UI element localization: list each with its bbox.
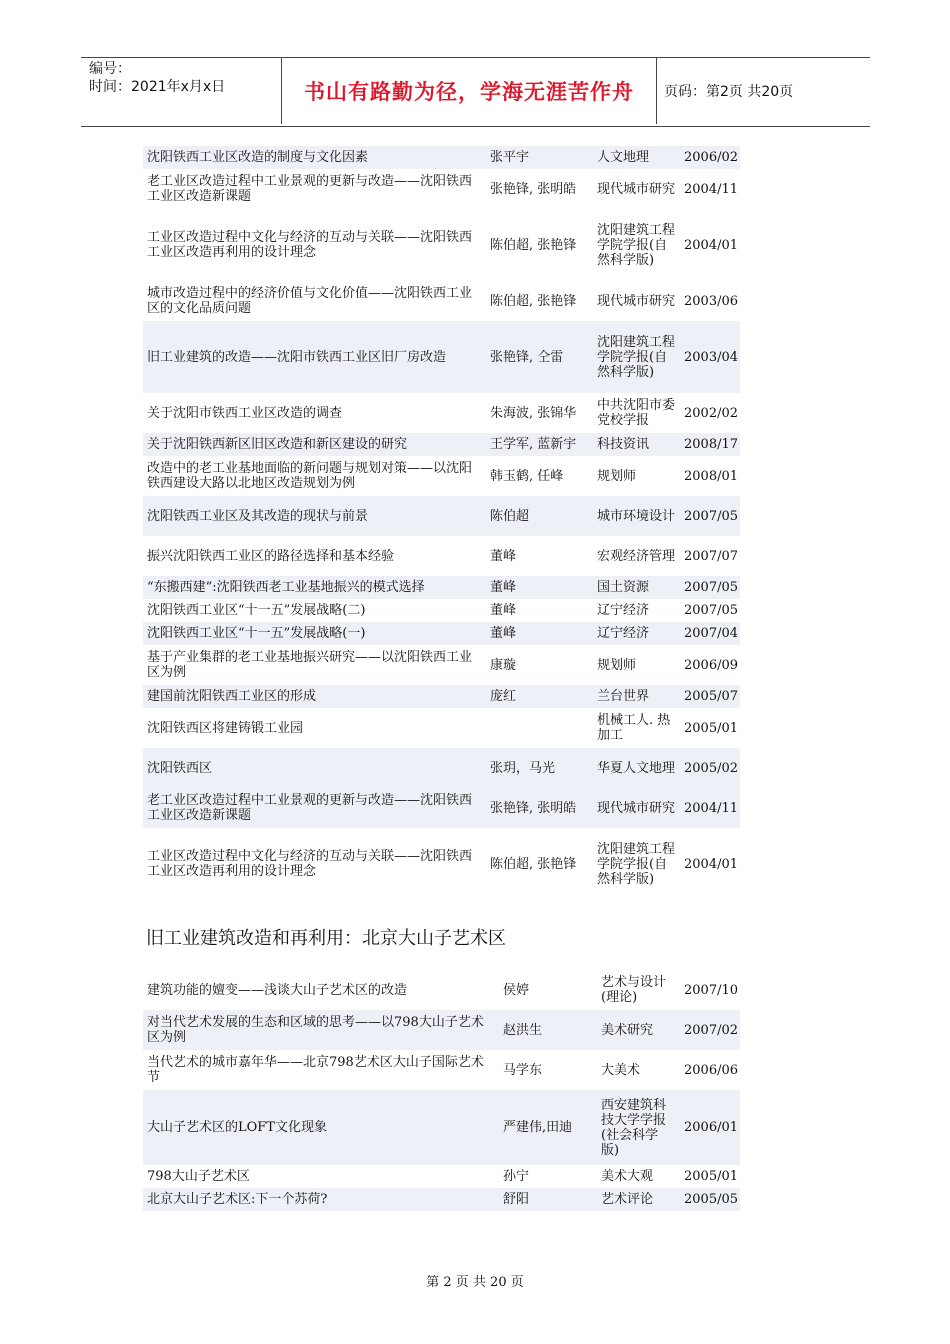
- authors-cell: 康璇: [490, 657, 517, 673]
- journal-cell: 辽宁经济: [597, 603, 650, 618]
- title-cell: “东搬西建”:沈阳铁西老工业基地振兴的模式选择: [143, 576, 486, 599]
- journal-cell: 现代城市研究: [597, 181, 676, 197]
- date-cell: 2003/04: [680, 321, 740, 393]
- title-cell: 旧工业建筑的改造——沈阳市铁西工业区旧厂房改造: [143, 321, 486, 393]
- journal-cell: 兰台世界: [593, 685, 680, 708]
- journal-cell: 沈阳建筑工程学院学报(自然科学版): [593, 321, 680, 393]
- table-row: [143, 1188, 740, 1211]
- table-row: [143, 281, 740, 321]
- title-cell: 沈阳铁西工业区“十一五”发展战略(一): [143, 622, 486, 645]
- table-row: [143, 599, 740, 622]
- table-row: [143, 433, 740, 456]
- table-row: [143, 536, 740, 576]
- table-row: [143, 788, 740, 828]
- journal-cell: 宏观经济管理: [597, 548, 676, 564]
- authors-cell: 张艳锋, 张明皓: [490, 181, 577, 197]
- reference-table-tiexi: [143, 146, 740, 900]
- title-cell: 振兴沈阳铁西工业区的路径选择和基本经验: [147, 548, 395, 564]
- authors-cell: 舒阳: [499, 1188, 597, 1211]
- journal-cell: 规划师: [597, 657, 637, 673]
- title-cell: 沈阳铁西区将建铸锻工业园: [147, 720, 304, 736]
- journal-cell: 艺术评论: [597, 1188, 680, 1211]
- date-cell: 2008/17: [680, 433, 740, 456]
- title-cell: 工业区改造过程中文化与经济的互动与关联——沈阳铁西工业区改造再利用的设计理念: [147, 849, 473, 879]
- title-cell: 改造中的老工业基地面临的新问题与规划对策——以沈阳铁西建设大路以北地区改造规划为例: [147, 461, 473, 491]
- date-cell: 2007/07: [684, 548, 739, 564]
- table-row: [143, 1165, 740, 1188]
- journal-cell: 辽宁经济: [593, 622, 680, 645]
- journal-cell: 美术研究: [597, 1010, 680, 1050]
- date-cell: 2007/05: [680, 576, 740, 599]
- title-cell: 关于沈阳市铁西工业区改造的调查: [147, 405, 343, 421]
- header-motto-cell: [281, 58, 657, 124]
- date-cell: 2008/01: [684, 468, 739, 484]
- title-cell: 工业区改造过程中文化与经济的互动与关联——沈阳铁西工业区改造再利用的设计理念: [147, 230, 473, 260]
- journal-cell: 城市环境设计: [593, 496, 680, 536]
- authors-cell: 张平宇: [486, 146, 593, 169]
- journal-cell: 人文地理: [593, 146, 680, 169]
- header-meta: [89, 60, 281, 124]
- table-row: [143, 748, 740, 788]
- authors-cell: 董峰: [486, 622, 593, 645]
- authors-cell: 陈伯超, 张艳锋: [490, 293, 577, 309]
- journal-cell: 机械工人. 热加工: [597, 713, 671, 743]
- date-cell: 2002/02: [684, 405, 739, 421]
- table-row: [143, 456, 740, 496]
- journal-cell: 中共沈阳市委党校学报: [597, 398, 676, 428]
- table-row: [143, 645, 740, 685]
- date-cell: 2004/11: [680, 788, 740, 828]
- date-cell: 2004/01: [684, 856, 739, 872]
- authors-cell: 董峰: [490, 548, 517, 564]
- table-row: [143, 622, 740, 645]
- authors-cell: 王学军, 蓝新宇: [486, 433, 593, 456]
- authors-cell: 孙宁: [503, 1169, 530, 1184]
- table-row: [143, 576, 740, 599]
- journal-cell: 大美术: [601, 1062, 641, 1078]
- motto: 书山有路勤为径，学海无涯苦作舟: [304, 80, 634, 104]
- title-cell: 沈阳铁西工业区改造的制度与文化因素: [143, 146, 486, 169]
- title-cell: 关于沈阳铁西新区旧区改造和新区建设的研究: [143, 433, 486, 456]
- journal-cell: 华夏人文地理: [593, 748, 680, 788]
- authors-cell: 陈伯超, 张艳锋: [490, 237, 577, 253]
- title-cell: 建国前沈阳铁西工业区的形成: [143, 685, 486, 708]
- authors-cell: 董峰: [486, 576, 593, 599]
- table-row: [143, 393, 740, 433]
- date-cell: 2006/06: [684, 1062, 739, 1078]
- title-cell: 当代艺术的城市嘉年华——北京798艺术区大山子国际艺术节: [147, 1055, 484, 1085]
- table-row: [143, 685, 740, 708]
- title-cell: 建筑功能的嬗变——浅谈大山子艺术区的改造: [147, 982, 408, 998]
- date-cell: 2007/04: [680, 622, 740, 645]
- title-cell: 对当代艺术发展的生态和区域的思考——以798大山子艺术区为例: [143, 1010, 499, 1050]
- table-row: [143, 828, 740, 900]
- authors-cell: 张艳锋, 仝雷: [486, 321, 593, 393]
- time-label: 时间：2021年x月x日: [89, 79, 226, 95]
- journal-cell: 国土资源: [593, 576, 680, 599]
- table-row: [143, 1090, 740, 1165]
- date-cell: 2006/02: [680, 146, 740, 169]
- title-cell: 基于产业集群的老工业基地振兴研究——以沈阳铁西工业区为例: [147, 650, 473, 680]
- authors-cell: 韩玉鹤, 任峰: [490, 468, 564, 484]
- journal-cell: 西安建筑科技大学学报(社会科学版): [597, 1090, 680, 1165]
- title-cell: 沈阳铁西区: [143, 748, 486, 788]
- date-cell: 2007/10: [684, 982, 739, 998]
- page-header: [81, 57, 870, 127]
- table-row: [143, 1050, 740, 1090]
- date-cell: 2005/01: [684, 1169, 739, 1184]
- date-cell: 2005/07: [680, 685, 740, 708]
- authors-cell: 赵洪生: [499, 1010, 597, 1050]
- table-row: [143, 146, 740, 169]
- authors-cell: 张玥，马光: [486, 748, 593, 788]
- authors-cell: [486, 708, 593, 748]
- authors-cell: 庞红: [486, 685, 593, 708]
- date-cell: 2005/02: [680, 748, 740, 788]
- journal-cell: 科技资讯: [593, 433, 680, 456]
- journal-cell: 规划师: [597, 468, 637, 484]
- title-cell: 沈阳铁西工业区“十一五”发展战略(二): [147, 603, 366, 618]
- date-cell: 2004/01: [684, 237, 739, 253]
- journal-cell: 沈阳建筑工程学院学报(自然科学版): [597, 222, 676, 268]
- authors-cell: 侯婷: [503, 982, 530, 998]
- title-cell: 沈阳铁西工业区及其改造的现状与前景: [143, 496, 486, 536]
- table-row: [143, 496, 740, 536]
- date-cell: 2007/02: [680, 1010, 740, 1050]
- authors-cell: 马学东: [503, 1062, 543, 1078]
- page-footer: 第 2 页 共 20 页: [426, 1275, 524, 1290]
- authors-cell: 陈伯超, 张艳锋: [490, 856, 577, 872]
- journal-cell: 艺术与设计(理论): [601, 975, 667, 1005]
- title-cell: 老工业区改造过程中工业景观的更新与改造——沈阳铁西工业区改造新课题: [143, 788, 486, 828]
- table-row: [143, 970, 740, 1010]
- date-cell: 2007/05: [684, 603, 739, 618]
- reference-table-dashanzi: [143, 970, 740, 1211]
- table-row: [143, 209, 740, 281]
- title-cell: 北京大山子艺术区:下一个苏荷?: [143, 1188, 499, 1211]
- date-cell: 2007/05: [680, 496, 740, 536]
- date-cell: 2005/01: [684, 720, 739, 736]
- authors-cell: 董峰: [490, 603, 517, 618]
- authors-cell: 陈伯超: [486, 496, 593, 536]
- title-cell: 大山子艺术区的LOFT文化现象: [143, 1090, 499, 1165]
- date-cell: 2006/09: [684, 657, 739, 673]
- authors-cell: 朱海波, 张锦华: [490, 405, 577, 421]
- title-cell: 城市改造过程中的经济价值与文化价值——沈阳铁西工业区的文化品质问题: [147, 286, 473, 316]
- date-cell: 2003/06: [684, 293, 739, 309]
- title-cell: 798大山子艺术区: [147, 1169, 250, 1184]
- table-row: [143, 321, 740, 393]
- table-row: [143, 1010, 740, 1050]
- number-label: 编号：: [89, 61, 131, 77]
- header-page-info: [664, 58, 793, 124]
- authors-cell: 张艳锋, 张明皓: [486, 788, 593, 828]
- table-row: [143, 708, 740, 748]
- journal-cell: 现代城市研究: [593, 788, 680, 828]
- title-cell: 老工业区改造过程中工业景观的更新与改造——沈阳铁西工业区改造新课题: [147, 174, 473, 204]
- journal-cell: 美术大观: [601, 1169, 654, 1184]
- section-title: 旧工业建筑改造和再利用：北京大山子艺术区: [146, 928, 506, 949]
- page-info: 页码：第2页 共20页: [664, 84, 794, 100]
- table-row: [143, 169, 740, 209]
- date-cell: 2004/11: [684, 181, 739, 197]
- authors-cell: 严建伟,田迪: [499, 1090, 597, 1165]
- journal-cell: 沈阳建筑工程学院学报(自然科学版): [597, 841, 676, 887]
- date-cell: 2006/01: [680, 1090, 740, 1165]
- date-cell: 2005/05: [680, 1188, 740, 1211]
- journal-cell: 现代城市研究: [597, 293, 676, 309]
